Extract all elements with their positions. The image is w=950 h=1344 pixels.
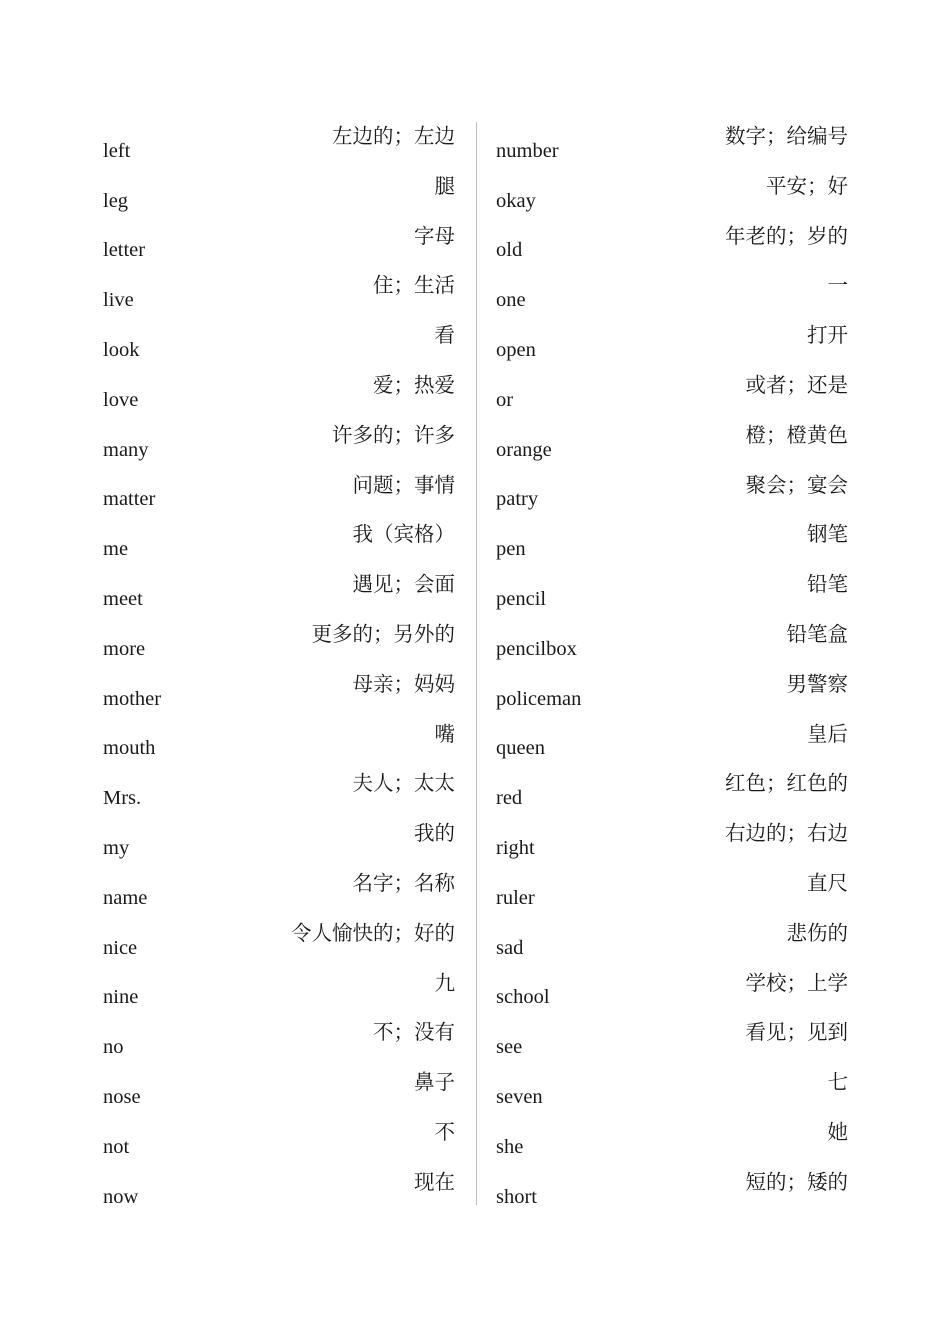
chinese-meaning: 更多的；另外的 xyxy=(311,621,455,646)
chinese-meaning: 看 xyxy=(434,323,455,348)
vocab-row xyxy=(496,917,848,967)
chinese-meaning: 现在 xyxy=(414,1169,455,1194)
english-word: ruler xyxy=(496,886,535,909)
chinese-meaning: 问题；事情 xyxy=(352,472,455,497)
vocab-row xyxy=(103,319,455,369)
english-word: many xyxy=(103,438,149,461)
chinese-meaning: 年老的；岁的 xyxy=(725,223,848,248)
english-word: orange xyxy=(496,438,552,461)
english-word: no xyxy=(103,1036,124,1059)
column-divider xyxy=(476,122,477,1205)
english-word: one xyxy=(496,289,526,312)
chinese-meaning: 钢笔 xyxy=(807,522,848,547)
english-word: matter xyxy=(103,488,156,511)
vocab-row xyxy=(103,120,455,170)
english-word: not xyxy=(103,1135,130,1158)
chinese-meaning: 直尺 xyxy=(807,870,848,895)
english-word: letter xyxy=(103,239,146,262)
vocab-row xyxy=(103,419,455,469)
chinese-meaning: 皇后 xyxy=(807,721,848,746)
vocab-row xyxy=(103,369,455,419)
chinese-meaning: 不；没有 xyxy=(373,1020,455,1045)
chinese-meaning: 红色；红色的 xyxy=(725,771,848,796)
left-vocab-column xyxy=(103,120,455,1216)
vocab-row xyxy=(103,568,455,618)
vocab-row xyxy=(103,668,455,718)
chinese-meaning: 右边的；右边 xyxy=(725,821,848,846)
english-word: now xyxy=(103,1185,139,1208)
english-word: short xyxy=(496,1185,537,1208)
english-word: or xyxy=(496,388,514,411)
english-word: patry xyxy=(496,488,539,511)
vocab-row xyxy=(496,1166,848,1216)
chinese-meaning: 许多的；许多 xyxy=(332,422,455,447)
vocab-row xyxy=(103,269,455,319)
vocab-row xyxy=(103,867,455,917)
english-word: nine xyxy=(103,986,139,1009)
vocab-row xyxy=(496,1016,848,1066)
vocab-row xyxy=(103,967,455,1017)
english-word: old xyxy=(496,239,523,262)
vocab-row xyxy=(496,867,848,917)
vocab-row xyxy=(496,518,848,568)
vocab-row xyxy=(103,917,455,967)
vocab-row xyxy=(496,469,848,519)
english-word: pen xyxy=(496,538,526,561)
vocab-row xyxy=(496,369,848,419)
vocab-row xyxy=(496,419,848,469)
chinese-meaning: 九 xyxy=(434,970,455,995)
chinese-meaning: 爱；热爱 xyxy=(373,372,455,397)
vocabulary-page xyxy=(103,120,848,1208)
english-word: right xyxy=(496,836,535,859)
vocab-row xyxy=(496,718,848,768)
english-word: okay xyxy=(496,189,536,212)
chinese-meaning: 左边的；左边 xyxy=(332,124,455,148)
vocab-row xyxy=(496,1116,848,1166)
chinese-meaning: 一 xyxy=(827,273,848,298)
english-word: number xyxy=(496,139,559,162)
chinese-meaning: 嘴 xyxy=(434,721,455,746)
english-word: more xyxy=(103,637,146,660)
right-vocab-column xyxy=(496,120,848,1216)
vocab-row xyxy=(496,668,848,718)
vocab-row xyxy=(103,1066,455,1116)
english-word: nice xyxy=(103,936,138,959)
chinese-meaning: 平安；好 xyxy=(766,173,848,198)
chinese-meaning: 打开 xyxy=(807,323,848,348)
chinese-meaning: 我的 xyxy=(414,821,455,846)
chinese-meaning: 聚会；宴会 xyxy=(745,472,848,497)
vocab-row xyxy=(496,568,848,618)
chinese-meaning: 令人愉快的；好的 xyxy=(291,920,455,945)
vocab-row xyxy=(496,269,848,319)
vocab-row xyxy=(496,220,848,270)
english-word: open xyxy=(496,338,536,361)
english-word: leg xyxy=(103,189,129,212)
vocab-row xyxy=(496,1066,848,1116)
chinese-meaning: 住；生活 xyxy=(373,273,455,298)
chinese-meaning: 鼻子 xyxy=(414,1070,455,1095)
vocab-row xyxy=(103,220,455,270)
vocab-row xyxy=(496,319,848,369)
english-word: meet xyxy=(103,587,143,610)
chinese-meaning: 七 xyxy=(827,1070,848,1095)
english-word: nose xyxy=(103,1085,141,1108)
vocab-row xyxy=(496,120,848,170)
vocab-row xyxy=(496,618,848,668)
chinese-meaning: 数字；给编号 xyxy=(725,124,848,148)
english-word: red xyxy=(496,787,523,810)
chinese-meaning: 学校；上学 xyxy=(745,970,848,995)
vocab-row xyxy=(496,170,848,220)
chinese-meaning: 短的；矮的 xyxy=(745,1169,848,1194)
chinese-meaning: 名字；名称 xyxy=(352,870,455,895)
english-word: sad xyxy=(496,936,524,959)
chinese-meaning: 悲伤的 xyxy=(786,920,848,945)
chinese-meaning: 字母 xyxy=(414,223,455,248)
english-word: look xyxy=(103,338,140,361)
vocab-row xyxy=(103,767,455,817)
vocab-row xyxy=(496,817,848,867)
english-word: seven xyxy=(496,1085,543,1108)
english-word: school xyxy=(496,986,550,1009)
vocab-row xyxy=(496,767,848,817)
vocab-row xyxy=(103,817,455,867)
english-word: live xyxy=(103,289,134,312)
chinese-meaning: 我（宾格） xyxy=(352,522,455,547)
english-word: policeman xyxy=(496,687,582,710)
vocab-row xyxy=(103,170,455,220)
vocab-row xyxy=(103,618,455,668)
english-word: she xyxy=(496,1135,524,1158)
english-word: Mrs. xyxy=(103,787,142,810)
chinese-meaning: 铅笔 xyxy=(807,572,848,597)
chinese-meaning: 不 xyxy=(434,1119,455,1144)
vocab-row xyxy=(103,518,455,568)
english-word: my xyxy=(103,836,130,859)
chinese-meaning: 铅笔盒 xyxy=(786,621,848,646)
english-word: pencil xyxy=(496,587,547,610)
vocab-row xyxy=(103,1016,455,1066)
chinese-meaning: 她 xyxy=(827,1119,848,1144)
vocab-row xyxy=(103,469,455,519)
vocab-row xyxy=(103,718,455,768)
english-word: queen xyxy=(496,737,545,760)
english-word: see xyxy=(496,1036,523,1059)
chinese-meaning: 母亲；妈妈 xyxy=(352,671,455,696)
english-word: name xyxy=(103,886,148,909)
english-word: love xyxy=(103,388,139,411)
vocab-row xyxy=(103,1166,455,1216)
english-word: mouth xyxy=(103,737,156,760)
chinese-meaning: 遇见；会面 xyxy=(352,572,455,597)
english-word: left xyxy=(103,139,131,162)
english-word: me xyxy=(103,538,129,561)
chinese-meaning: 或者；还是 xyxy=(745,372,848,397)
chinese-meaning: 男警察 xyxy=(786,671,848,696)
chinese-meaning: 腿 xyxy=(434,173,455,198)
english-word: pencilbox xyxy=(496,637,577,660)
english-word: mother xyxy=(103,687,162,710)
chinese-meaning: 看见；见到 xyxy=(745,1020,848,1045)
vocab-row xyxy=(103,1116,455,1166)
chinese-meaning: 橙；橙黄色 xyxy=(745,422,848,447)
vocab-row xyxy=(496,967,848,1017)
chinese-meaning: 夫人；太太 xyxy=(352,771,455,796)
